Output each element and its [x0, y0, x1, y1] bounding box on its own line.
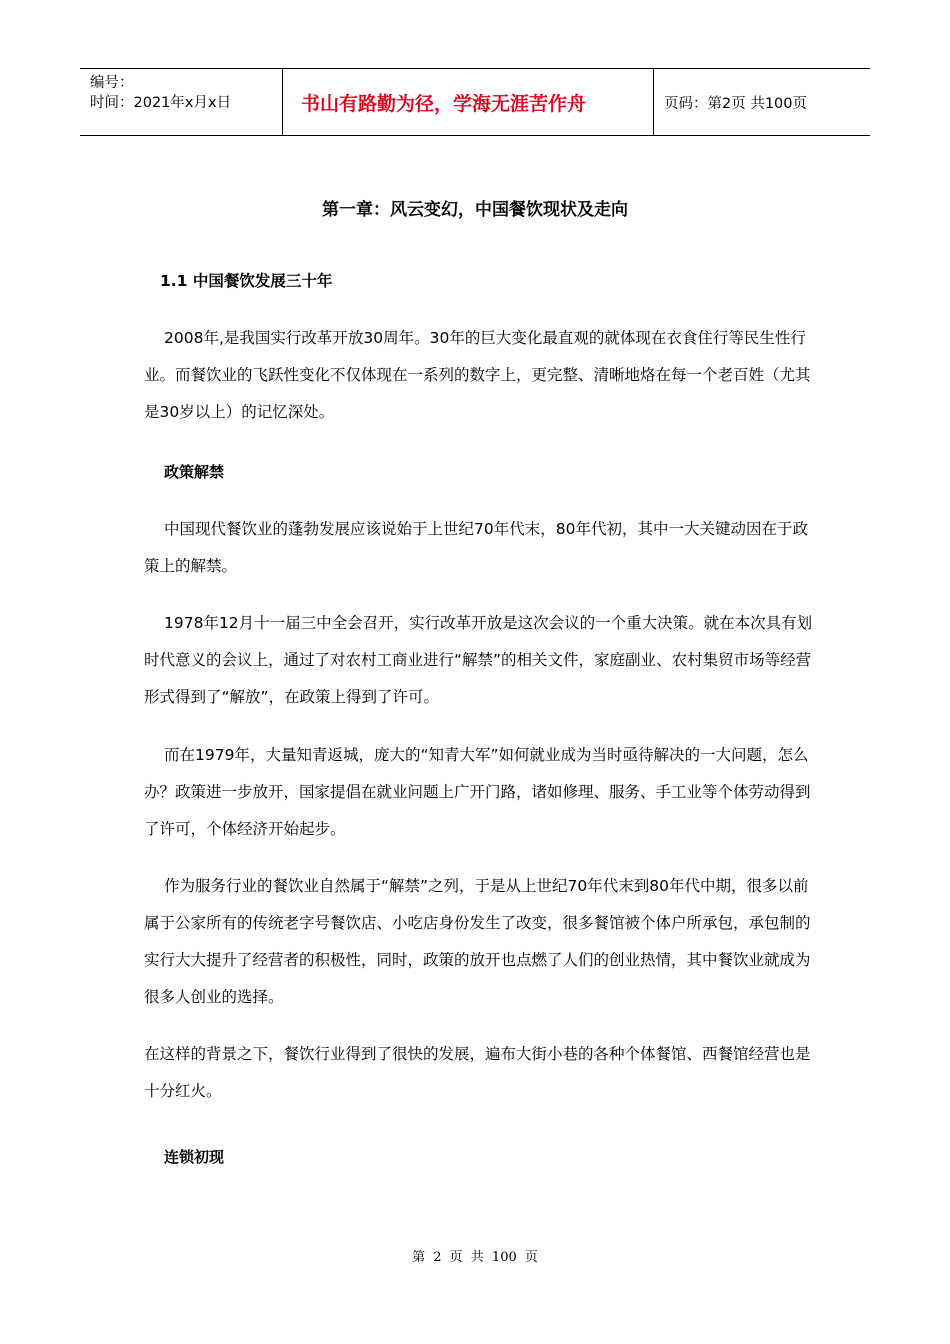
paragraph-1: 2008年,是我国实行改革开放30周年。30年的巨大变化最直观的就体现在衣食住行等民生性行业。而餐饮业的飞跃性变化不仅体现在一系列的数字上，更完整、清晰地烙在每一个老百姓（尤其是30岁以上）的记忆深处。: [144, 329, 811, 421]
header-number-label: 编号：: [90, 75, 134, 91]
page-footer: 第 2 页 共 100 页: [412, 1250, 538, 1265]
paragraph-4: 而在1979年，大量知青返城，庞大的“知青大军”如何就业成为当时亟待解决的一大问题，怎么办？政策进一步放开，国家提倡在就业问题上广开门路，诸如修理、服务、手工业等个体劳动得到了许可，个体经济开始起步。: [144, 746, 811, 838]
section-title: 1.1 中国餐饮发展三十年: [160, 272, 333, 290]
document-header: [80, 68, 870, 136]
paragraph-2: 中国现代餐饮业的蓬勃发展应该说始于上世纪70年代末，80年代初，其中一大关键动因在于政策上的解禁。: [144, 520, 808, 575]
chapter-title: 第一章：风云变幻，中国餐饮现状及走向: [322, 200, 628, 220]
header-page-info: 页码：第2页 共100页: [664, 95, 808, 112]
header-date: 时间：2021年x月x日: [90, 95, 232, 111]
paragraph-5: 作为服务行业的餐饮业自然属于“解禁”之列，于是从上世纪70年代末到80年代中期，很多以前属于公家所有的传统老字号餐饮店、小吃店身份发生了改变，很多餐馆被个体户所承包，承包制的实行大大提升了经营者的积极性，同时，政策的放开也点燃了人们的创业热情，其中餐饮业就成为很多人创业的选择。: [144, 877, 811, 1006]
subheading-chain: 连锁初现: [164, 1148, 225, 1166]
subheading-policy: 政策解禁: [164, 463, 225, 481]
header-meta: [80, 69, 282, 135]
header-motto: 书山有路勤为径，学海无涯苦作舟: [282, 69, 654, 135]
paragraph-3: 1978年12月十一届三中全会召开，实行改革开放是这次会议的一个重大决策。就在本次具有划时代意义的会议上，通过了对农村工商业进行“解禁”的相关文件，家庭副业、农村集贸市场等经营形式得到了“解放”，在政策上得到了许可。: [144, 614, 813, 706]
paragraph-6: 在这样的背景之下，餐饮行业得到了很快的发展，遍布大街小巷的各种个体餐馆、西餐馆经营也是十分红火。: [144, 1045, 811, 1100]
